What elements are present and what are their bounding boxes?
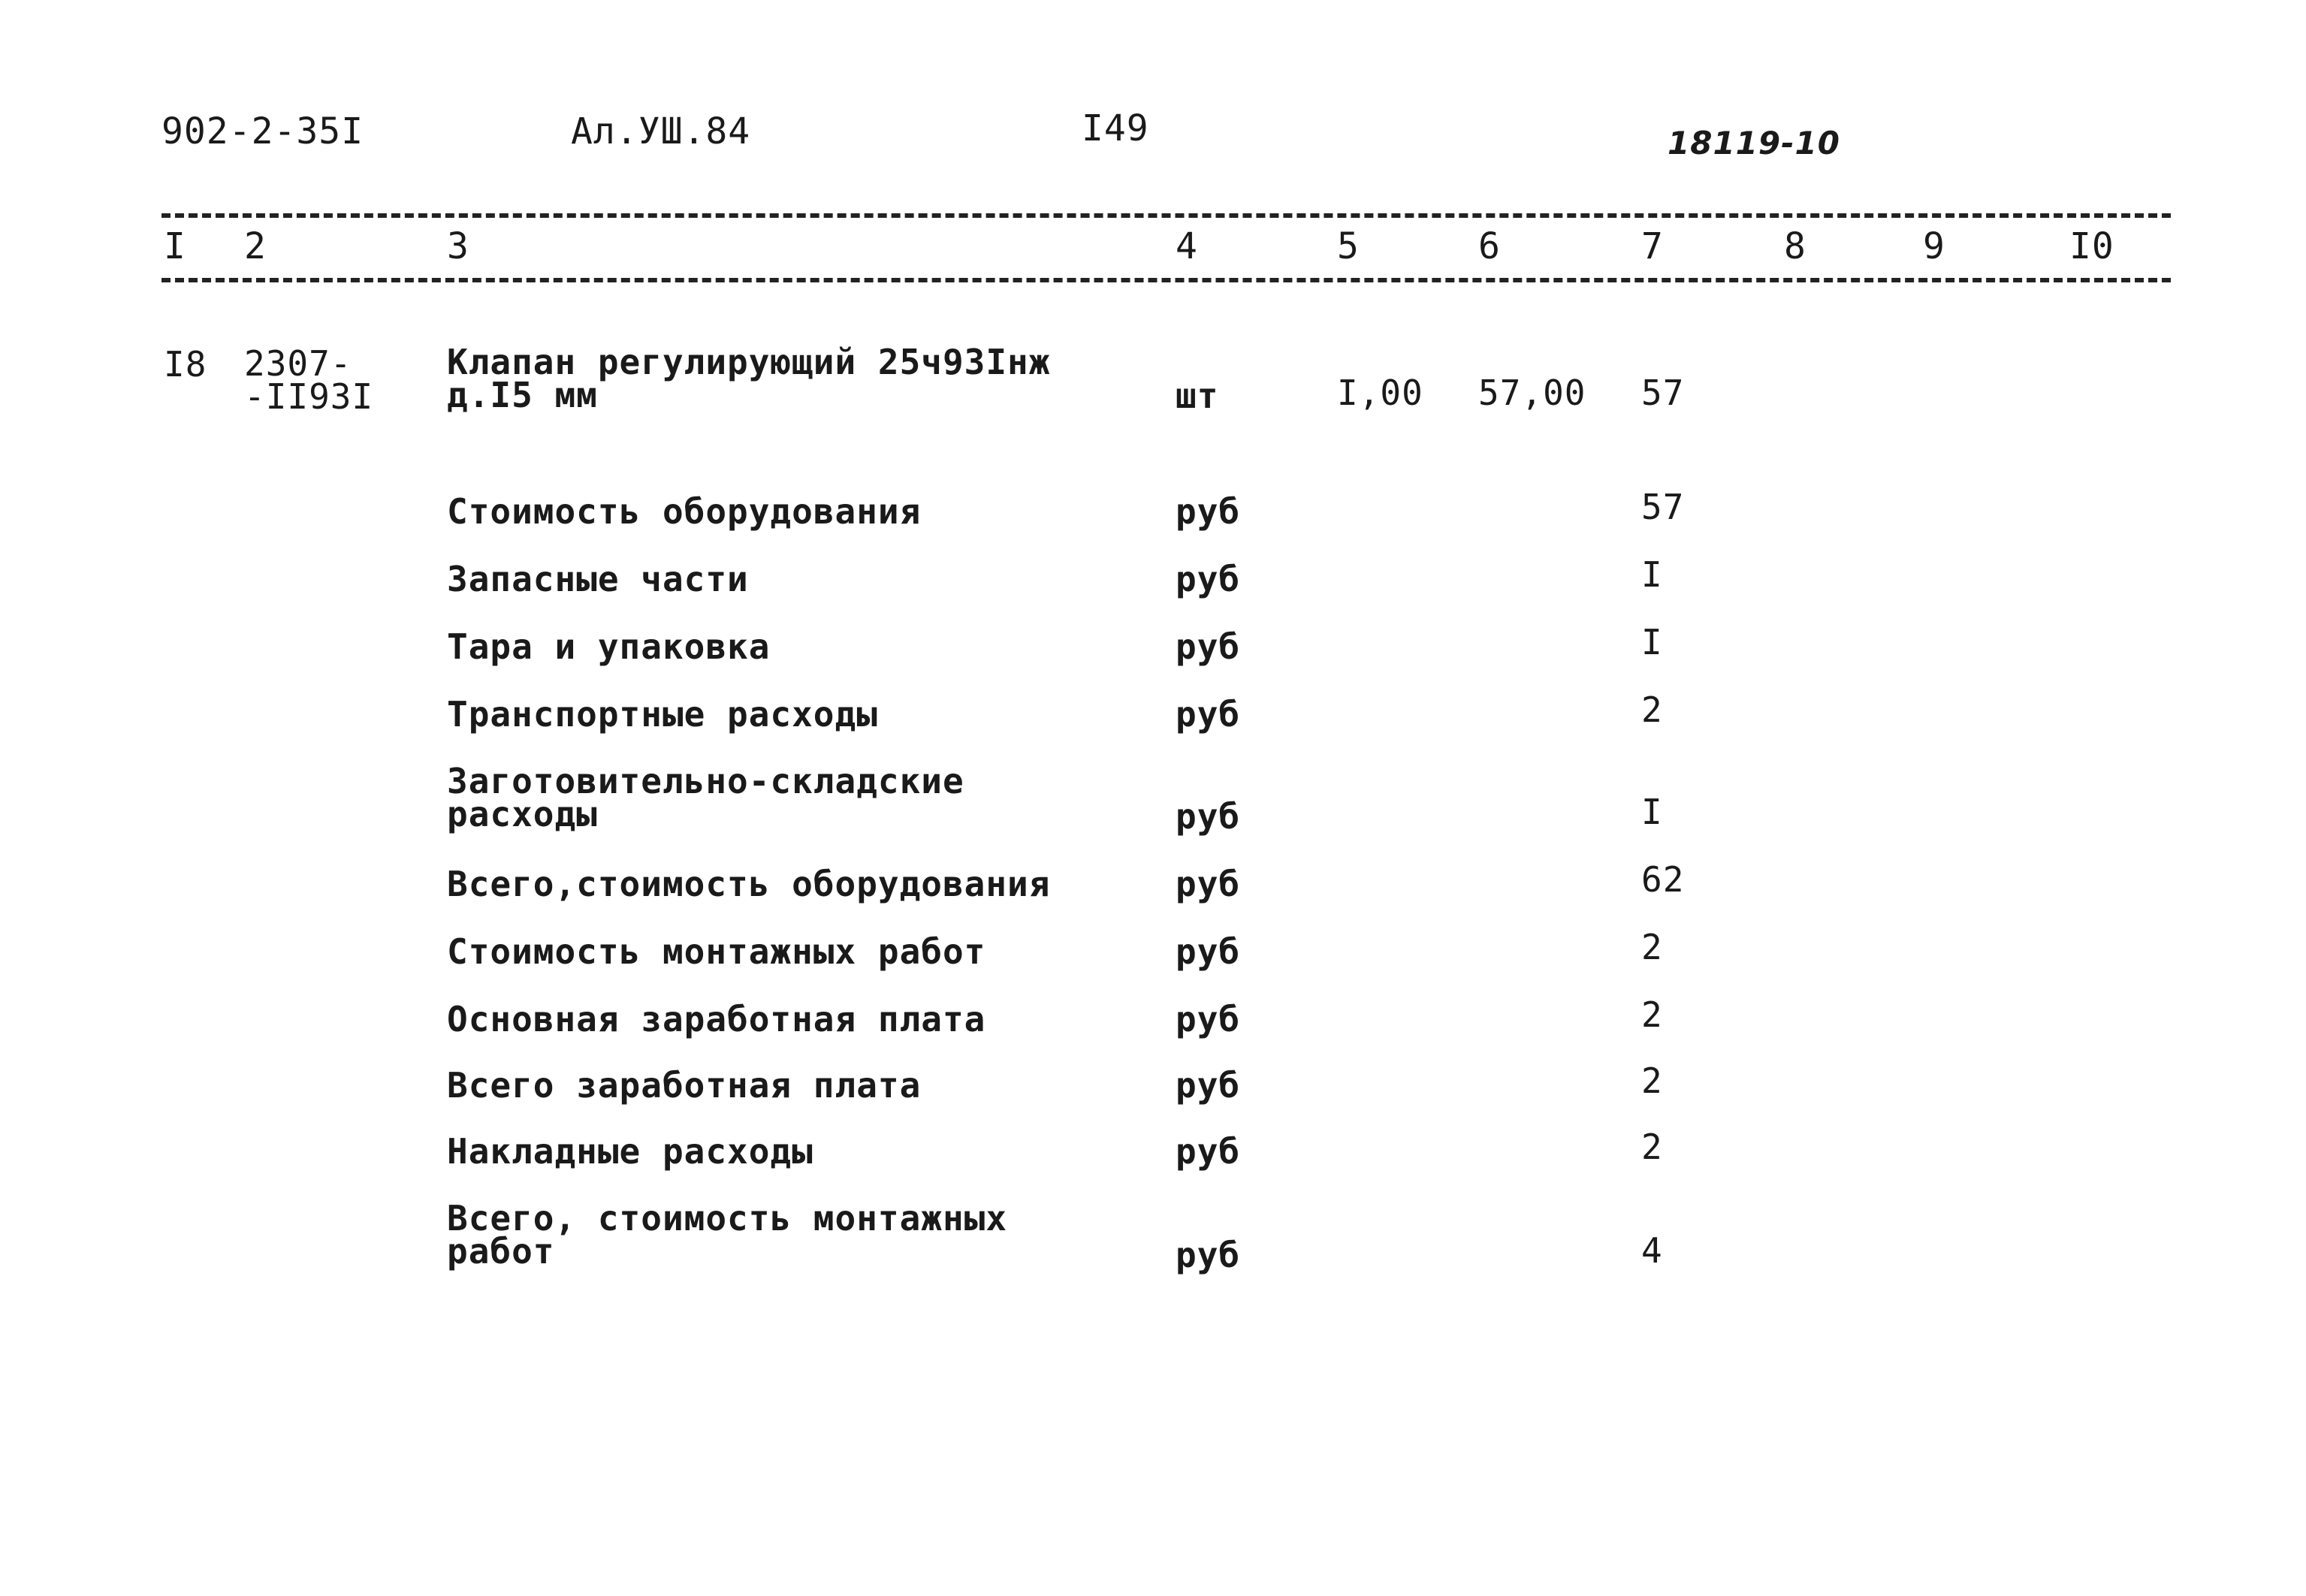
item-name-line2: д.I5 мм [447,375,598,415]
row-unit: руб [1176,931,1241,972]
row-label-line2: расходы [447,794,598,834]
row-value: I [1641,622,1663,662]
item-code-line1: 2307- [244,343,352,384]
row-label: Стоимость монтажных работ [447,931,986,972]
column-header-10: I0 [2069,225,2114,267]
column-header-7: 7 [1641,225,1664,267]
row-value: 2 [1641,1127,1663,1167]
page-number: I49 [1082,107,1149,149]
row-unit: руб [1176,999,1241,1039]
item-quantity: I,00 [1337,373,1423,413]
row-unit: руб [1176,491,1241,532]
column-header-5: 5 [1337,225,1360,267]
column-header-1: I [164,225,186,267]
row-label: Стоимость оборудования [447,491,922,532]
column-header-3: 3 [447,225,469,267]
row-value: I [1641,792,1663,832]
item-name-line1: Клапан регулирующий 25ч93Iнж [447,342,1051,382]
column-header-4: 4 [1176,225,1198,267]
row-label: Всего заработная плата [447,1065,922,1106]
row-unit: руб [1176,626,1241,667]
row-unit: руб [1176,796,1241,837]
row-value: 62 [1641,859,1685,900]
row-label: Накладные расходы [447,1131,813,1172]
row-label: Всего,стоимость оборудования [447,864,1051,904]
row-label-line1: Заготовительно-складские [447,761,964,801]
row-unit: руб [1176,1131,1241,1172]
column-header-bottom-rule [161,278,2171,282]
column-header-top-rule [161,213,2171,218]
row-label: Основная заработная плата [447,999,986,1039]
row-label-line1: Всего, стоимость монтажных [447,1198,1008,1238]
row-value: 4 [1641,1230,1663,1271]
row-label-line2: работ [447,1231,555,1272]
column-header-2: 2 [244,225,267,267]
item-total: 57 [1641,373,1685,413]
column-header-6: 6 [1478,225,1501,267]
row-value: 2 [1641,994,1663,1035]
item-price: 57,00 [1478,373,1586,413]
row-value: I [1641,554,1663,595]
column-header-8: 8 [1784,225,1806,267]
row-label: Транспортные расходы [447,694,878,735]
row-value: 2 [1641,689,1663,730]
document-code: 902-2-35I [161,110,364,152]
item-unit: шт [1176,376,1219,416]
item-position: I8 [164,344,207,385]
item-code-line2: -II93I [244,376,374,417]
row-unit: руб [1176,864,1241,904]
row-unit: руб [1176,559,1241,599]
row-unit: руб [1176,1065,1241,1106]
handwritten-reference: 18119-10 [1668,125,1840,161]
row-value: 2 [1641,927,1663,967]
column-header-9: 9 [1923,225,1945,267]
row-label: Тара и упаковка [447,626,771,667]
row-value: 2 [1641,1060,1663,1101]
row-unit: руб [1176,694,1241,735]
album-number: Ал.УШ.84 [571,110,751,152]
row-unit: руб [1176,1235,1241,1275]
row-label: Запасные части [447,559,749,599]
row-value: 57 [1641,487,1685,527]
